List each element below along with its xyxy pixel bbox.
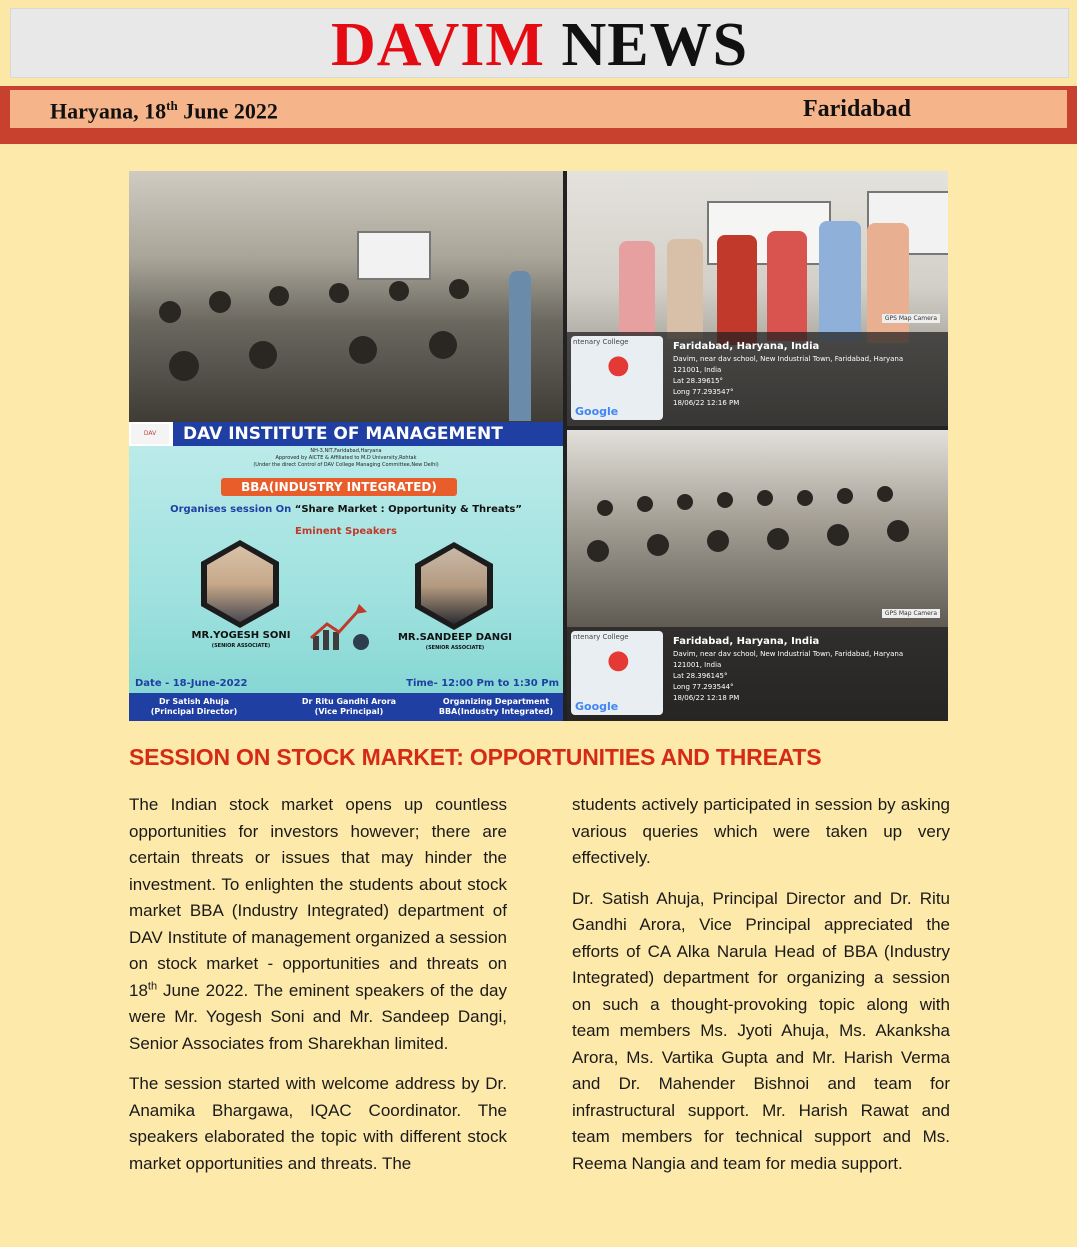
audience-head	[429, 331, 457, 359]
audience-head	[647, 534, 669, 556]
audience-head	[449, 279, 469, 299]
footer-principal: Dr Satish Ahuja (Principal Director)	[150, 697, 238, 716]
speaker2-photo	[415, 542, 493, 630]
audience-head	[249, 341, 277, 369]
article-paragraph: Dr. Satish Ahuja, Principal Director and Dr. Ritu Gandhi Arora, Vice Principal appreciated the efforts of CA Alka Narula Head of BBA (Industry Integrated) department for organizing a session on such a thought-provoking topic along with team members Ms. Jyoti Ahuja, Ms. Akanksha Arora, Ms. Vartika Gupta and Mr. Harish Verma and Dr. Mahender Bishnoi and team for infrastructural support. Mr. Harish Rawat and team members for technical support and Ms. Reema Nangia and team for media support.	[572, 888, 950, 1173]
location-pin-icon: ●	[607, 350, 630, 380]
speaker1-name: MR.YOGESH SONI	[191, 630, 291, 641]
poster-affiliation: NH-3,NIT,Faridabad,Haryana Approved by AICTE & Affiliated to M.D University,Rohtak (Under the direct Control of DAV College Managing Committee,New Delhi)	[253, 448, 439, 468]
institute-logo-icon: DAV	[131, 424, 169, 444]
stock-chart-icon	[309, 602, 379, 652]
article-paragraph: students actively participated in session by asking various queries which were taken up very effectively.	[572, 795, 950, 867]
poster-institute-name: DAV INSTITUTE OF MANAGEMENT	[173, 422, 563, 446]
speaker2-name: MR.SANDEEP DANGI	[397, 632, 513, 643]
poster-eminent-speakers: Eminent Speakers	[295, 526, 397, 537]
audience-head	[707, 530, 729, 552]
geotag-overlay	[567, 315, 948, 426]
audience-head	[677, 494, 693, 510]
poster-header	[129, 422, 563, 446]
audience-head	[757, 490, 773, 506]
audience-head	[717, 492, 733, 508]
article-column-right	[572, 792, 950, 1191]
audience-head	[877, 486, 893, 502]
audience-head	[269, 286, 289, 306]
geotag-text: Faridabad, Haryana, India Davim, near dav school, New Industrial Town, Faridabad, Haryana 121001, India Lat 28.396145° Long 77.293544° 18/06/22 12:18 PM	[673, 636, 904, 702]
photo-collage	[129, 171, 948, 721]
newsletter-title	[10, 8, 1069, 78]
geotag-overlay	[567, 610, 948, 721]
audience-head	[587, 540, 609, 562]
person	[667, 239, 703, 339]
audience-head	[597, 500, 613, 516]
audience-head	[389, 281, 409, 301]
footer-vice-principal: Dr Ritu Gandhi Arora (Vice Principal)	[301, 697, 397, 716]
audience-photo	[567, 430, 948, 721]
audience-head	[887, 520, 909, 542]
article-headline: SESSION ON STOCK MARKET: OPPORTUNITIES AND THREATS	[129, 744, 822, 770]
date-band	[0, 86, 1077, 144]
masthead	[0, 0, 1077, 148]
article-paragraph: The session started with welcome address by Dr. Anamika Bhargawa, IQAC Coordinator. The speakers elaborated the topic with different stock market opportunities and threats. The	[129, 1074, 507, 1173]
person	[867, 223, 909, 343]
audience-head	[349, 336, 377, 364]
poster-time: Time- 12:00 Pm to 1:30 Pm	[406, 678, 559, 689]
speaker1-role: (SENIOR ASSOCIATE)	[211, 643, 271, 649]
audience-head	[169, 351, 199, 381]
projector-screen	[357, 231, 431, 280]
poster-program: BBA(INDUSTRY INTEGRATED)	[221, 478, 457, 496]
standing-speaker	[509, 271, 531, 421]
person	[767, 231, 807, 341]
person	[819, 221, 861, 341]
audience-head	[767, 528, 789, 550]
group-photo	[567, 171, 948, 426]
title-davim: DAVIM	[330, 11, 545, 79]
audience-head	[837, 488, 853, 504]
poster-topic: Organises session On “Share Market : Opportunity & Threats”	[170, 504, 522, 515]
classroom-photo	[129, 171, 563, 422]
city: Faridabad	[802, 96, 911, 122]
person	[619, 241, 655, 341]
footer-department: Organizing Department BBA(Industry Integrated)	[438, 697, 554, 716]
article-column-left	[129, 792, 507, 1191]
date-strip	[10, 90, 1067, 128]
title-news: NEWS	[561, 11, 749, 79]
gps-app-tag: GPS Map Camera	[882, 314, 940, 323]
poster-date: Date - 18-June-2022	[135, 678, 248, 689]
speaker1-photo	[201, 540, 279, 628]
person	[717, 235, 757, 345]
geotag-text: Faridabad, Haryana, India Davim, near dav school, New Industrial Town, Faridabad, Haryana 121001, India Lat 28.39615° Long 77.293547° 18/06/22 12:16 PM	[673, 341, 904, 407]
article-paragraph: The Indian stock market opens up countless opportunities for investors however; there are certain threats or issues that may hinder the investment. To enlighten the students about stock market BBA (Industry Integrated) department of DAV Institute of management organized a session on stock market - opportunities and threats on 18th June 2022. The eminent speakers of the day were Mr. Yogesh Soni and Mr. Sandeep Dangi, Senior Associates from Sharekhan limited.	[129, 795, 507, 1053]
poster-footer	[129, 693, 563, 721]
audience-head	[329, 283, 349, 303]
place-date: Haryana, 18th June 2022	[50, 98, 278, 124]
audience-head	[827, 524, 849, 546]
audience-head	[209, 291, 231, 313]
map-thumbnail: ntenary College ● Google	[571, 336, 663, 420]
location-pin-icon: ●	[607, 645, 630, 675]
audience-head	[637, 496, 653, 512]
gps-app-tag: GPS Map Camera	[882, 609, 940, 618]
speaker2-role: (SENIOR ASSOCIATE)	[425, 645, 485, 651]
audience-head	[159, 301, 181, 323]
map-thumbnail: ntenary College ● Google	[571, 631, 663, 715]
event-poster	[129, 422, 563, 721]
audience-head	[797, 490, 813, 506]
